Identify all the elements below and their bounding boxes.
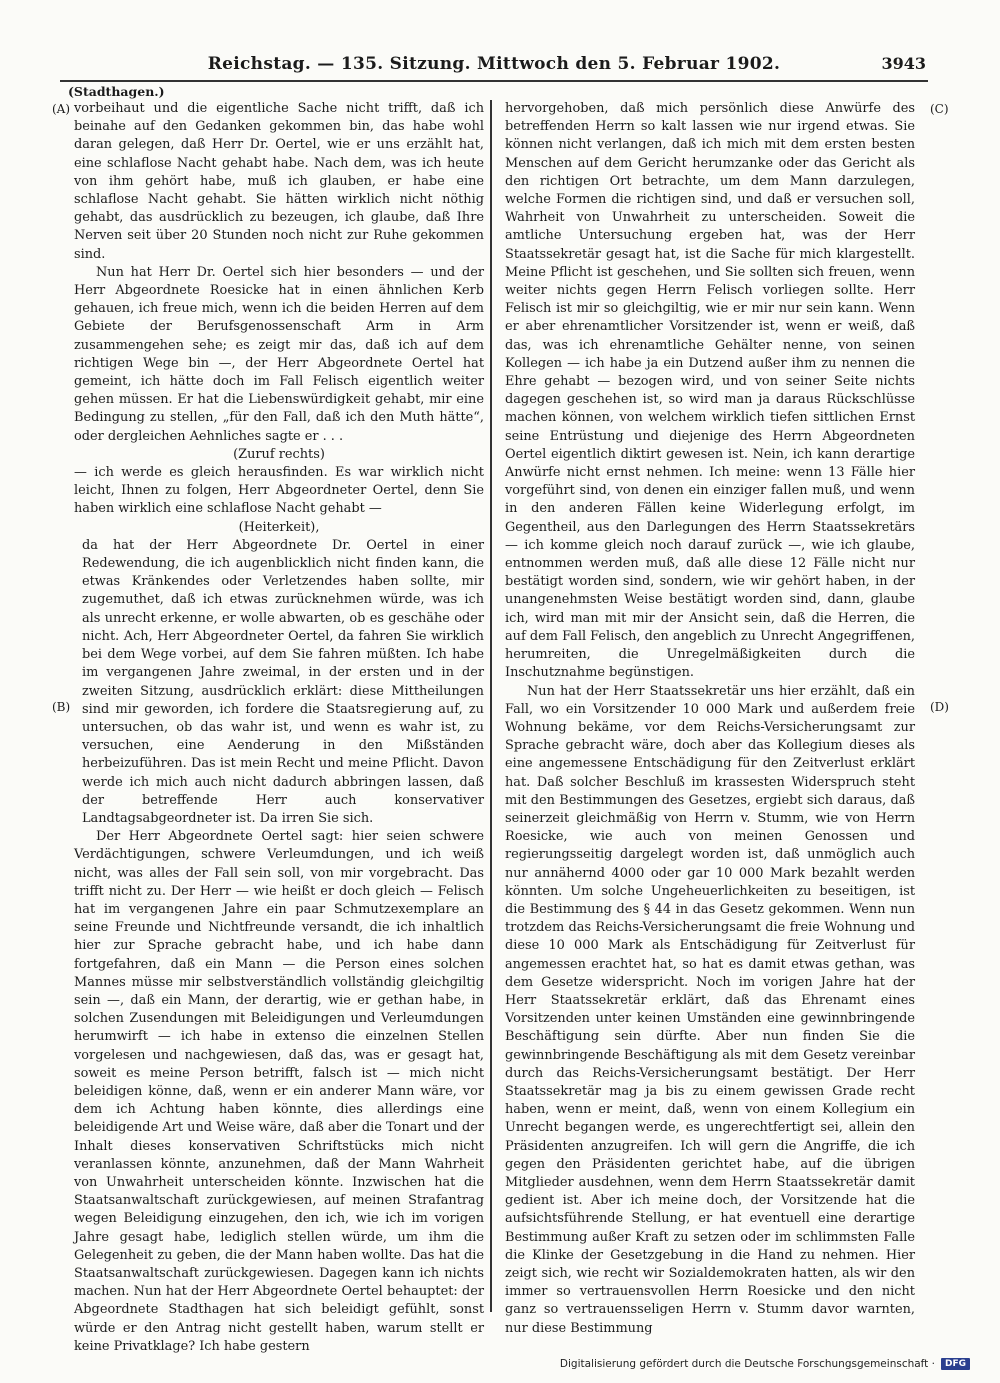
interjection: (Zuruf rechts) xyxy=(233,446,325,462)
running-title: Reichstag. — 135. Sitzung. Mittwoch den 5. Februar 1902. xyxy=(207,54,781,74)
paragraph: hervorgehoben, daß mich persönlich diese Anwürfe des betreffenden Herrn so kalt lassen wie nur irgend etwas. Sie können nicht verlangen, daß ich mich mit dem ersten besten Menschen auf dem Gericht herumzanke oder das Gericht als den richtigen Ort betrachte, um dem Mann darzulegen, welche Formen die richtigen sind, und daß er versuchen soll, Wahrheit von Unwahrheit zu unterscheiden. Soweit die amtliche Untersuchung ergeben hat, was der Herr Staatssekretär gesagt hat, ist die Sache für mich klargestellt. Meine Pflicht ist geschehen, und Sie sollten sich freuen, wenn weiter nichts gegen Herrn Felisch vorliegen sollte. Herr Felisch ist mir so gleichgiltig, wie er mir nur sein kann. Wenn er aber ehrenamtlicher Vorsitzender ist, wenn er weiß, daß das, was ich ehrenamtliche Gehälter nenne, von seinen Kollegen — ich habe ja ein Dutzend außer ihm zu nennen die Ehre gehabt — bezogen wird, und von seiner Seite nichts dagegen geschehen ist, so wird man ja daraus Rückschlüsse machen können, von welchem wirklich tiefen sittlichen Ernst seine Entrüstung und diejenige des Herrn Abgeordneten Oertel eigentlich diktirt gewesen ist. Nein, ich kann derartige Anwürfe nicht ernst nehmen. Ich meine: wenn 13 Fälle hier vorgeführt sind, von denen ein einziger fallen muß, und wenn in den anderen Fällen keine Widerlegung erfolgt, im Gegentheil, aus den Darlegungen des Herrn Staatssekretärs — ich komme gleich noch darauf zurück —, wie ich glaube, entnommen werden muß, daß alle diese 12 Fälle nicht nur bestätigt worden sind, sondern, wie wir gehört haben, in der unangenehmsten Weise bestätigt worden sind, dann, glaube ich, wird man mit mir der Ansicht sein, daß die Herren, die auf dem Fall Felisch, den angeblich zu Unrecht Angegriffenen, herumreiten, die Unregelmäßigkeiten durch die Inschutznahme begünstigen. xyxy=(505,101,915,681)
interjection: (Heiterkeit), xyxy=(238,519,320,535)
dfg-logo: DFG xyxy=(941,1358,970,1370)
margin-marker-a: (A) xyxy=(52,102,71,116)
page-header xyxy=(60,46,928,82)
paragraph: vorbeihaut und die eigentliche Sache nicht trifft, daß ich beinahe auf den Gedanken gekommen bin, das habe wohl daran gelegen, daß Herr Dr. Oertel, wie er uns erzählt hat, eine schlaflose Nacht gehabt habe. Nach dem, was ich heute von ihm gehört habe, muß ich glauben, er habe eine schlaflose Nacht gehabt. Sie hätten wirklich nicht nöthig gehabt, das ausdrücklich zu bezeugen, ich glaube, daß Ihre Nerven seit über 20 Stunden noch nicht zur Ruhe gekommen sind. xyxy=(74,101,484,262)
paragraph: Nun hat Herr Dr. Oertel sich hier besonders — und der Herr Abgeordnete Roesicke hat in einen ähnlichen Kerb gehauen, ich freue mich, wenn ich die beiden Herren auf dem Gebiete der Berufsgenossenschaft Arm in Arm zusammengehen sehe; es zeigt mir das, daß ich auf dem richtigen Wege bin —, der Herr Abgeordnete Oertel hat gemeint, ich hätte doch im Fall Felisch eigentlich weiter gehen müssen. Er hat die Liebenswürdigkeit gehabt, mir eine Bedingung zu stellen, „für den Fall, daß ich den Muth hätte“, oder dergleichen Aehnliches sagte er . . . xyxy=(74,264,484,444)
paragraph: da hat der Herr Abgeordnete Dr. Oertel in einer Redewendung, die ich augenblicklich nicht finden kann, die etwas Kränkendes oder Verletzendes haben sollte, mir zugemuthet, daß ich etwas zurücknehmen würde, was ich als unrecht erkenne, er wolle abwarten, ob es geschähe oder nicht. Ach, Herr Abgeordneter Oertel, da fahren Sie wirklich bei dem Wege vorbei, auf dem Sie fahren müßten. Ich habe im vergangenen Jahre zweimal, in der ersten und in der zweiten Sitzung, ausdrücklich erklärt: diese Mittheilungen sind mir geworden, ich fordere die Staatsregierung auf, zu untersuchen, ob das wahr ist, und wenn es wahr ist, zu versuchen, eine Aenderung in den Mißständen herbeizuführen. Das ist mein Recht und meine Pflicht. Davon werde ich mich auch nicht dadurch abbringen lassen, daß der betreffende Herr auch konservativer Landtagsabgeordneter ist. Da irren Sie sich. xyxy=(82,537,484,826)
digitization-footer xyxy=(560,1358,970,1370)
left-column xyxy=(74,100,484,1356)
right-column xyxy=(505,100,915,1338)
margin-marker-d: (D) xyxy=(930,700,949,714)
page-number: 3943 xyxy=(881,54,926,73)
paragraph: Nun hat der Herr Staatssekretär uns hier erzählt, daß ein Fall, wo ein Vorsitzender 10 000 Mark und außerdem freie Wohnung bekäme, vor dem Reichs-Versicherungsamt zur Sprache gebracht wäre, doch aber das Kollegium dieses als eine angemessene Entschädigung für den Zeitverlust erklärt hat. Daß solcher Beschluß im krassesten Widerspruch steht mit den Bestimmungen des Gesetzes, ergiebt sich daraus, daß seinerzeit gleichmäßig von Herrn v. Stumm, wie von Herrn Roesicke, wie auch von meinen Genossen und regierungsseitig dargelegt worden ist, daß unmöglich auch nur annähernd 4000 oder gar 10 000 Mark bezahlt werden könnten. Um solche Ungeheuerlichkeiten zu beseitigen, ist die Bestimmung des § 44 in das Gesetz gekommen. Wenn nun trotzdem das Reichs-Versicherungsamt die freie Wohnung und diese 10 000 Mark als Entschädigung für Zeitverlust für angemessen erachtet hat, so hat es damit etwas gethan, was dem Gesetze widerspricht. Noch im vorigen Jahre hat der Herr Staatssekretär erklärt, daß das Ehrenamt eines Vorsitzenden unter keinen Umständen eine gewinnbringende Beschäftigung sein dürfte. Aber nun finden Sie die gewinnbringende Beschäftigung als mit dem Gesetz vereinbar durch das Reichs-Versicherungsamt bestätigt. Der Herr Staatssekretär mag ja bis zu einem gewissen Grade recht haben, wenn er meint, daß, wenn von einem Kollegium ein Unrecht begangen werde, es ungerechtfertigt sei, allein den Präsidenten anzugreifen. Ich will gern die Angriffe, die ich gegen den Präsidenten gerichtet habe, auf die übrigen Mitglieder ausdehnen, wenn dem Herrn Staatssekretär damit gedient ist. Aber ich meine doch, der Vorsitzende hat die aufsichtsführende Stellung, er hat eventuell eine derartige Bestimmung außer Kraft zu setzen oder im schlimmsten Falle die Klinke der Gesetzgebung in die Hand zu nehmen. Hier zeigt sich, wie recht wir Sozialdemokraten hatten, als wir den immer so vertrauensvollen Herrn Roesicke und den nicht ganz so vertrauensseligen Herrn v. Stumm davor warnten, nur diese Bestimmung xyxy=(505,683,915,1336)
column-rule xyxy=(490,100,492,1312)
footer-text: Digitalisierung gefördert durch die Deutsche Forschungsgemeinschaft · xyxy=(559,1358,935,1370)
margin-marker-c: (C) xyxy=(930,102,949,116)
margin-marker-b: (B) xyxy=(52,700,71,714)
speaker-name: (Stadthagen.) xyxy=(68,84,165,99)
paragraph: Der Herr Abgeordnete Oertel sagt: hier seien schwere Verdächtigungen, schwere Verleumdungen, und ich weiß nicht, was alles der Fall sein soll, von mir vorgebracht. Das trifft nicht zu. Der Herr — wie heißt er doch gleich — Felisch hat im vergangenen Jahre ein paar Schmutzexemplare an seine Freunde und Nichtfreunde versandt, die ich inhaltlich hier zur Sprache gebracht habe, und ich habe dann fortgefahren, daß ein Mann — die Person eines solchen Mannes müsse mir selbstverständlich vollständig gleichgiltig sein —, daß ein Mann, der derartig, wie er gethan habe, in solchen Zusendungen mit Beleidigungen und Verleumdungen herumwirft — ich habe in extenso die einzelnen Stellen vorgelesen und nachgewiesen, daß das, was er gesagt hat, soweit es meine Person betrifft, falsch ist — mich nicht beleidigen könne, daß, wenn er ein anderer Mann wäre, vor dem ich Achtung haben könnte, dies allerdings eine beleidigende Art und Weise wäre, daß aber die Tonart und der Inhalt dieses konservativen Schriftstücks mich nicht veranlassen könnte, anzunehmen, daß der Mann Wahrheit von Unwahrheit unterscheiden könnte. Inzwischen hat die Staatsanwaltschaft zurückgewiesen, auf meinen Strafantrag wegen Beleidigung einzugehen, den ich, wie ich im vorigen Jahre gesagt habe, lediglich stellen würde, um ihm die Gelegenheit zu geben, die der Mann haben wollte. Das hat die Staatsanwaltschaft zurückgewiesen. Dagegen kann ich nichts machen. Nun hat der Herr Abgeordnete Oertel behauptet: der Abgeordnete Stadthagen hat sich beleidigt gefühlt, sonst würde er den Antrag nicht gestellt haben, warum stellt er keine Privatklage? Ich habe gestern xyxy=(74,829,484,1354)
paragraph: — ich werde es gleich herausfinden. Es war wirklich nicht leicht, Ihnen zu folgen, Herr Abgeordneter Oertel, denn Sie haben wirklich eine schlaflose Nacht gehabt — xyxy=(74,465,484,517)
